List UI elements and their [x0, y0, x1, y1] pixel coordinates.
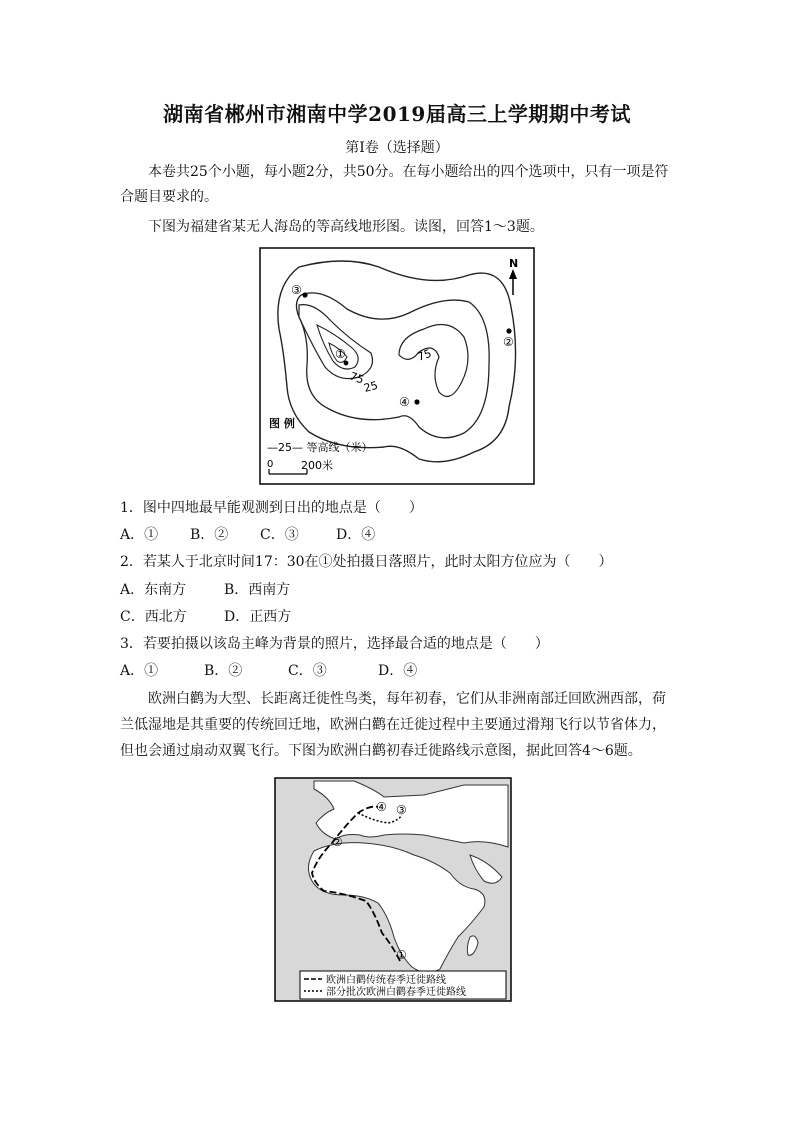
point-3-label: ③ [291, 283, 302, 297]
question-2-option-b: B．西南方 [224, 582, 291, 598]
scale-zero: 0 [267, 459, 274, 470]
north-label: N [509, 257, 519, 270]
question-3-option-c: C．③ [288, 663, 327, 679]
contour-value: 25 [362, 378, 380, 395]
point-2-dot [506, 328, 511, 333]
contour-map [259, 247, 535, 485]
legend-title: 图 例 [269, 417, 295, 430]
question-3-option-a: A．① [120, 663, 159, 679]
scale-value: 200米 [301, 459, 333, 472]
point-3-dot [302, 292, 307, 297]
question-2-stem: 2．若某人于北京时间17：30在①处拍摄日落照片，此时太阳方位应为（ ） [120, 554, 613, 570]
point-1-label: ① [335, 347, 346, 361]
passage-2: 欧洲白鹳为大型、长距离迁徙性鸟类，每年初春，它们从非洲南部迁回欧洲西部，荷兰低湿地是其重要的传统回迁地，欧洲白鹳在迁徙过程中主要通过滑翔飞行以节省体力，但也会通过扇动双翼飞行。下图为欧洲白鹳初春迁徙路线示意图，据此回答4～6题。 [120, 691, 666, 759]
question-3-stem: 3．若要拍摄以该岛主峰为背景的照片，选择最合适的地点是（ ） [120, 636, 549, 652]
point-4-label: ④ [399, 395, 410, 409]
migration-map-figure [274, 777, 512, 1006]
question-1-option-a: A．① [120, 527, 159, 543]
question-2-option-c: C．西北方 [120, 609, 187, 625]
passage-1: 下图为福建省某无人海岛的等高线地形图。读图，回答1～3题。 [148, 219, 544, 235]
page-title: 湖南省郴州市湘南中学2019届高三上学期期中考试 [163, 102, 631, 126]
contour-value: 75 [415, 346, 434, 364]
question-2-option-a: A．东南方 [120, 582, 187, 598]
question-3-option-b: B．② [204, 663, 243, 679]
question-1-option-d: D．④ [336, 527, 376, 543]
point-4-dot [414, 399, 419, 404]
contour-value: 75 [347, 369, 366, 387]
question-3-option-d: D．④ [378, 663, 418, 679]
legend-contour: —25— 等高线（米） [267, 441, 373, 454]
question-1-stem: 1．图中四地最早能观测到日出的地点是（ ） [120, 500, 423, 516]
question-1-option-b: B．② [190, 527, 229, 543]
contour-map-figure [259, 247, 535, 489]
question-2-option-d: D．正西方 [224, 609, 292, 625]
point-2-label: ② [503, 335, 514, 349]
route-point-4: ④ [376, 800, 387, 814]
section-heading: 第Ⅰ卷（选择题） [345, 140, 449, 156]
route-point-1: ① [396, 948, 407, 962]
route-point-2: ② [332, 835, 343, 849]
question-1-option-c: C．③ [260, 527, 299, 543]
intro-paragraph: 本卷共25个小题，每小题2分，共50分。在每小题给出的四个选项中，只有一项是符合题目要求的。 [120, 164, 669, 205]
migration-map [274, 777, 512, 1002]
legend-traditional-label: 欧洲白鹳传统春季迁徙路线 [326, 975, 446, 986]
route-point-3: ③ [396, 803, 407, 817]
point-1-dot [344, 361, 349, 366]
legend-partial-label: 部分批次欧洲白鹳春季迁徙路线 [326, 987, 466, 998]
